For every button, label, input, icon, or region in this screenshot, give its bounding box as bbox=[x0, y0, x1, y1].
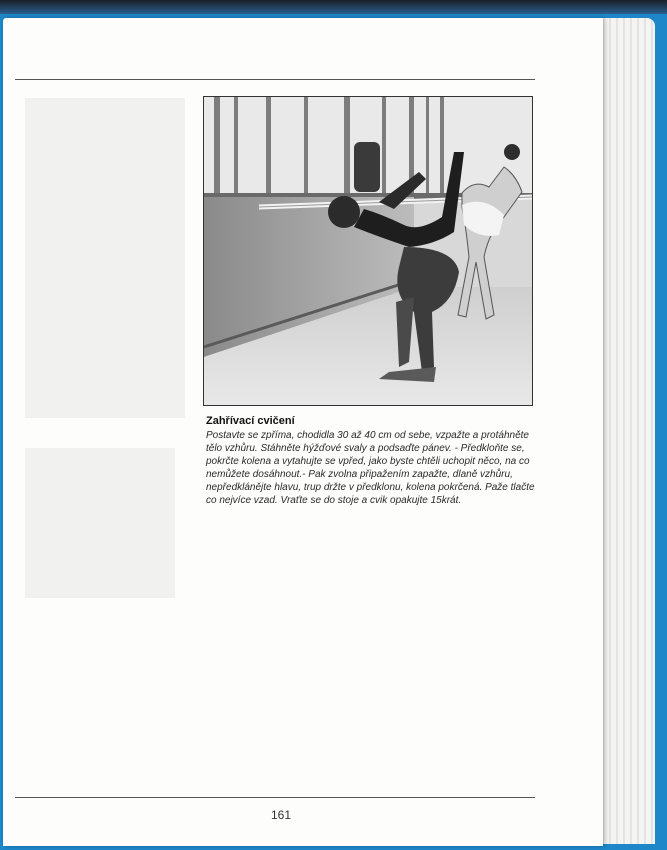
exercise-photo bbox=[203, 96, 533, 406]
book-page-edges bbox=[596, 18, 655, 844]
top-rule bbox=[15, 79, 535, 80]
scan-top-edge bbox=[0, 0, 667, 14]
photo-illustration bbox=[204, 97, 532, 405]
photo-caption bbox=[206, 415, 541, 507]
show-through-block bbox=[25, 98, 185, 418]
show-through-block bbox=[25, 448, 175, 598]
page-number: 161 bbox=[270, 808, 292, 822]
caption-body: Postavte se zpříma, chodidla 30 až 40 cm od sebe, vzpažte a protáhněte tělo vzhůru. Stáhněte hýžďové svaly a podsaďte pánev. - Předkloňte se, pokrčte kolena a vytahujte se vpřed, jako byste chtěli uchopit něco, na co nemůžete dosáhnout.- Pak zvolna připažením zapažte, dlaně vzhůru, nepředklánějte hlavu, trup držte v předklonu, kolena pokrčená. Paže tlačte co nejvíce vzad. Vraťte se do stoje a cvik opakujte 15krát. bbox=[206, 430, 535, 506]
bottom-rule bbox=[15, 797, 535, 798]
book-page bbox=[3, 18, 603, 846]
caption-title: Zahřívací cvičení bbox=[206, 415, 295, 427]
